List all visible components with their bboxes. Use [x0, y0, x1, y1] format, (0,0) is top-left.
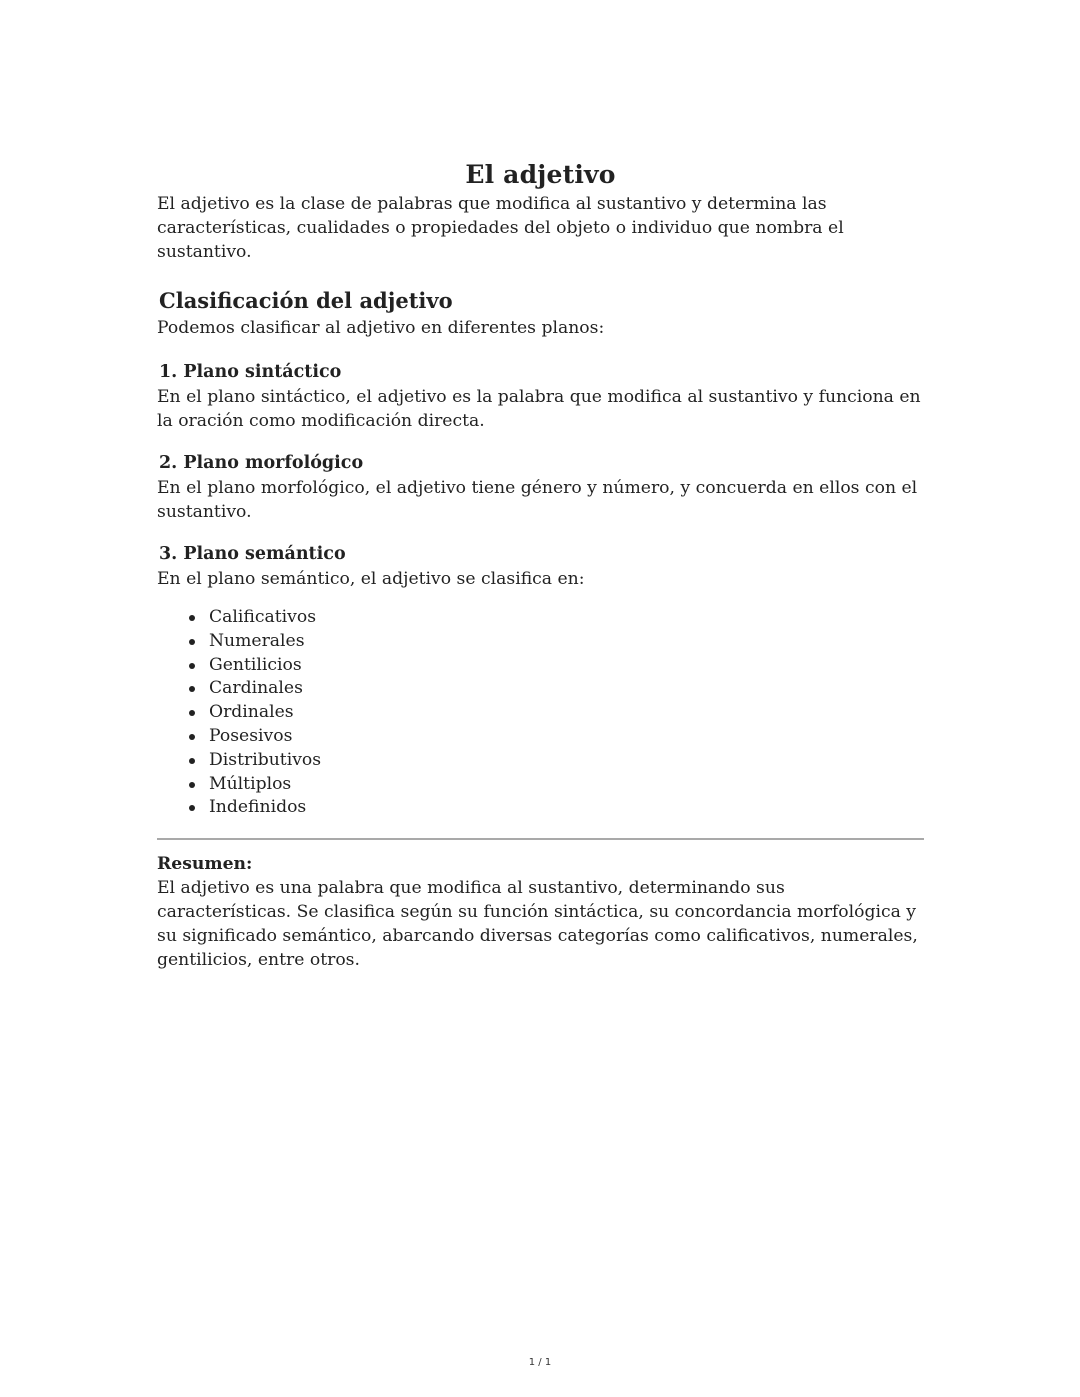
plane-morphological-text: En el plano morfológico, el adjetivo tiene género y número, y concuerda en ellos con el sustantivo.	[157, 478, 918, 522]
list-item: Numerales	[157, 630, 924, 654]
list-item: Indefinidos	[157, 796, 924, 820]
plane-morphological-heading: 2. Plano morfológico	[159, 453, 364, 473]
document-page	[157, 160, 924, 972]
summary-label: Resumen:	[157, 854, 253, 875]
horizontal-divider	[157, 838, 924, 840]
intro-paragraph: El adjetivo es la clase de palabras que modifica al sustantivo y determina las características, cualidades o propiedades del objeto o individuo que nombra el sustantivo.	[157, 194, 844, 262]
list-item: Ordinales	[157, 701, 924, 725]
classification-heading: Clasificación del adjetivo	[159, 288, 453, 313]
plane-semantic-text: En el plano semántico, el adjetivo se clasifica en:	[157, 569, 585, 589]
list-item: Múltiplos	[157, 773, 924, 797]
semantic-types-list	[157, 606, 924, 820]
list-item: Calificativos	[157, 606, 924, 630]
list-item: Posesivos	[157, 725, 924, 749]
page-indicator: 1 / 1	[528, 1357, 552, 1368]
list-item: Distributivos	[157, 749, 924, 773]
list-item: Gentilicios	[157, 654, 924, 678]
list-item: Cardinales	[157, 677, 924, 701]
classification-intro: Podemos clasificar al adjetivo en diferentes planos:	[157, 318, 605, 338]
summary-text: El adjetivo es una palabra que modifica al sustantivo, determinando sus características. Se clasifica según su función sintáctica, su concordancia morfológica y su significado semántico, abarcando diversas categorías como calificativos, numerales, gentilicios, entre otros.	[157, 878, 918, 971]
plane-semantic-heading: 3. Plano semántico	[159, 544, 346, 564]
plane-syntactic-text: En el plano sintáctico, el adjetivo es la palabra que modifica al sustantivo y funciona en la oración como modificación directa.	[157, 387, 921, 431]
plane-syntactic-heading: 1. Plano sintáctico	[159, 362, 342, 382]
document-title: El adjetivo	[465, 160, 616, 189]
